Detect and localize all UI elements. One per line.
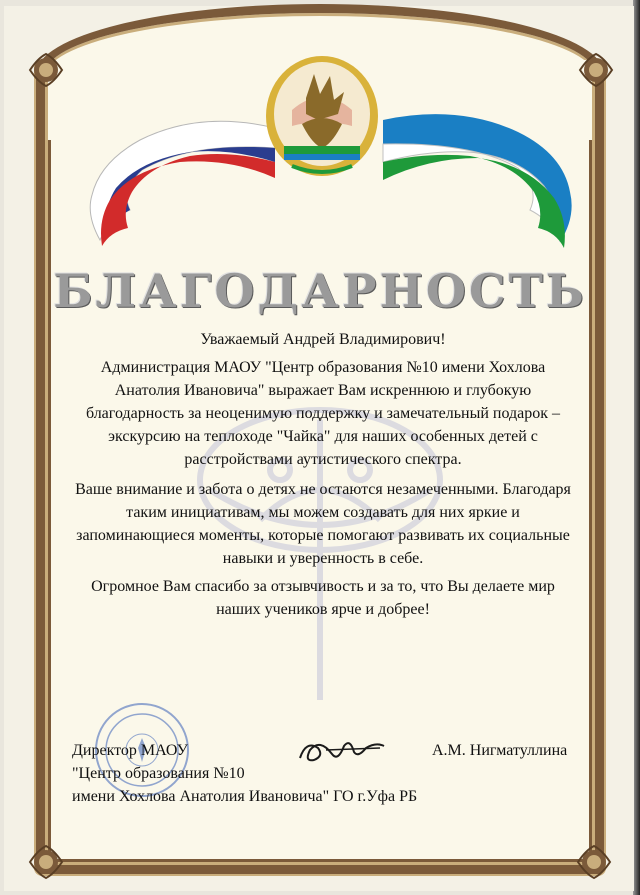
- paragraph-2: Ваше внимание и забота о детях не остаются незамеченными. Благодаря таким инициативам, мы можем создавать для них яркие и запоминающиеся моменты, которые помогают развивать их социальные навыки и уверенность в себе.: [75, 481, 571, 567]
- signer-name: А.М. Нигматуллина: [432, 742, 568, 759]
- greeting: Уважаемый Андрей Владимирович!: [200, 331, 446, 348]
- handwritten-signature-icon: [296, 728, 388, 774]
- document-title: БЛАГОДАРНОСТЬ: [53, 264, 587, 318]
- russian-flag-ribbon-icon: [80, 100, 280, 250]
- signature-position-line-2: "Центр образования №10: [72, 765, 245, 782]
- photo-edge: [633, 0, 640, 895]
- bashkortostan-flag-ribbon-icon: [378, 92, 583, 252]
- paragraph-3: Огромное Вам спасибо за отзывчивость и за то, что Вы делаете мир наших учеников ярче и добрее!: [91, 578, 555, 618]
- signature-position-line-1: Директор МАОУ: [72, 742, 188, 759]
- corner-ornament-bottom-left-icon: [26, 842, 66, 882]
- corner-ornament-top-left-icon: [26, 50, 66, 90]
- paragraph-1: Администрация МАОУ "Центр образования №10 имени Хохлова Анатолия Ивановича" выражает Вам искреннюю и глубокую благодарность за неоценимую поддержку и замечательный подарок – экскурсию на теплоходе "Чайка" для наших особенных детей с расстройствами аутистического спектра.: [85, 359, 561, 468]
- bashkortostan-coat-of-arms-icon: [262, 54, 382, 186]
- corner-ornament-bottom-right-icon: [574, 842, 614, 882]
- corner-ornament-top-right-icon: [576, 50, 616, 90]
- signature-position-line-3: имени Хохлова Анатолия Ивановича" ГО г.Уфа РБ: [72, 788, 418, 805]
